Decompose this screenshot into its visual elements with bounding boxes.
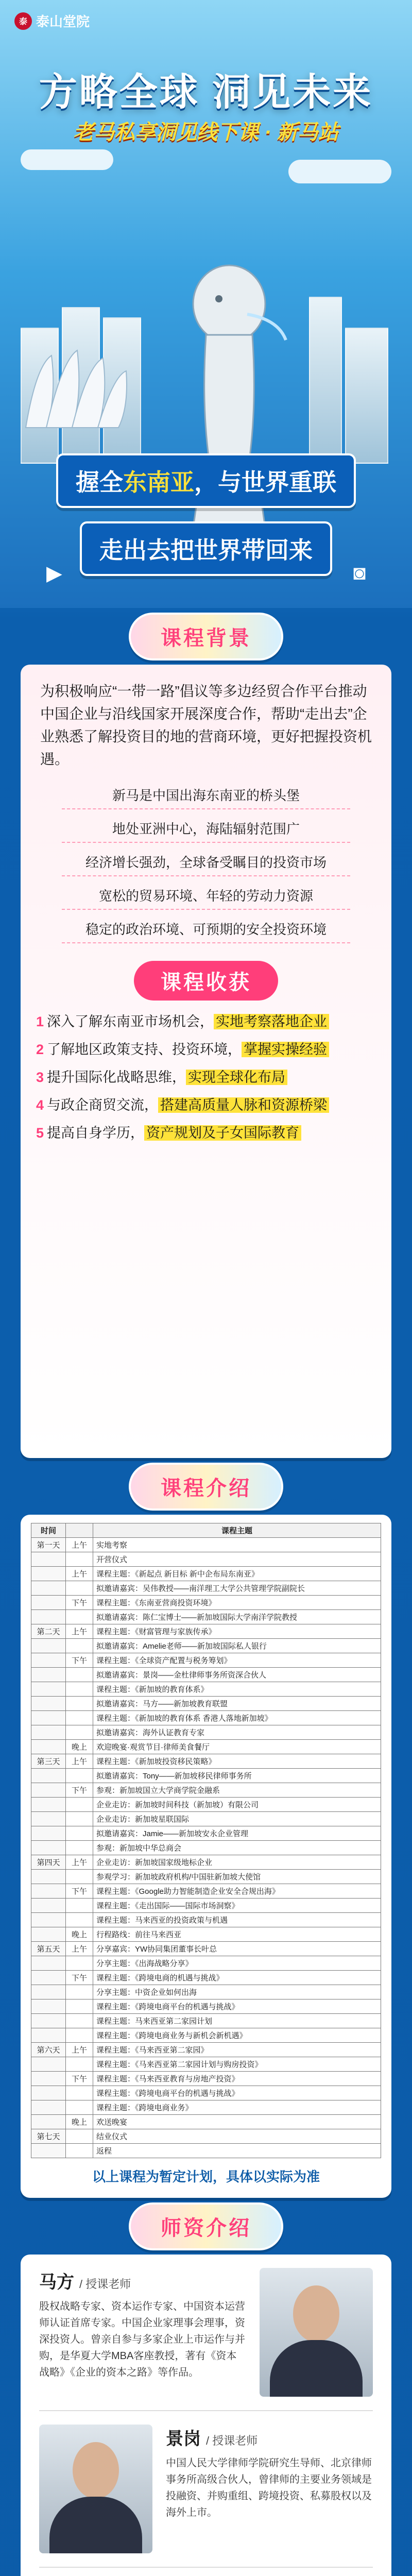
schedule-day-cell: 第六天 xyxy=(31,2043,66,2057)
schedule-row xyxy=(31,1639,381,1653)
schedule-topic-cell: 课程主题：《跨境电商的机遇与挑战》 xyxy=(93,1971,381,1985)
schedule-topic-cell: 分享主题：中资企业如何出海 xyxy=(93,1985,381,1999)
section-title: 课程背景 xyxy=(129,613,283,660)
schedule-topic-cell: 课程主题：《马来西亚教育与房地产投资》 xyxy=(93,2072,381,2086)
schedule-day-cell xyxy=(31,1567,66,1581)
section-intro-header xyxy=(0,1458,412,1515)
schedule-row xyxy=(31,2014,381,2028)
schedule-row xyxy=(31,2086,381,2100)
hero-title: 方略全球 洞见未来 xyxy=(39,71,373,113)
camera-icon: ◙ xyxy=(353,562,366,584)
schedule-topic-cell: 课程主题：《新加坡投资移民策略》 xyxy=(93,1754,381,1769)
schedule-topic-cell: 课程主题：《东南亚营商投资环境》 xyxy=(93,1596,381,1610)
schedule-topic-cell: 课程主题：《财富管理与家族传承》 xyxy=(93,1624,381,1639)
schedule-note: 以上课程为暂定计划，具体以实际为准 xyxy=(92,2169,320,2184)
background-text: 为积极响应“一带一路”倡议等多边经贸合作平台推动中国企业与沿线国家开展深度合作，帮助“走出去”企业熟悉了解投资目的地的营商环境，更好把握投资机遇。 xyxy=(40,683,372,767)
schedule-day-cell xyxy=(31,2144,66,2158)
schedule-table xyxy=(31,1523,381,2158)
schedule-topic-cell: 课程主题：《跨境电商业务》 xyxy=(93,2100,381,2115)
schedule-row xyxy=(31,2100,381,2115)
schedule-time-cell: 晚上 xyxy=(66,2115,93,2129)
schedule-time-cell: 上午 xyxy=(66,1538,93,1552)
schedule-time-cell: 下午 xyxy=(66,1596,93,1610)
schedule-row xyxy=(31,1927,381,1942)
schedule-day-cell xyxy=(31,1870,66,1884)
schedule-row xyxy=(31,1812,381,1826)
schedule-day-cell xyxy=(31,1697,66,1711)
schedule-day-cell: 第五天 xyxy=(31,1942,66,1956)
schedule-topic-cell: 课程主题：《新加坡的教育体系》 xyxy=(93,1682,381,1697)
background-point: 经济增长强劲，全球备受瞩目的投资市场 xyxy=(62,848,350,876)
schedule-topic-cell: 企业走访：新加坡国家级地标企业 xyxy=(93,1855,381,1870)
teacher-role: / 授课老师 xyxy=(79,2278,131,2291)
schedule-topic-cell: 参观：新加坡国立大学商学院金融系 xyxy=(93,1783,381,1798)
schedule-topic-cell: 参观：新加坡中华总商会 xyxy=(93,1841,381,1855)
schedule-row xyxy=(31,1841,381,1855)
schedule-topic-cell: 拟邀请嘉宾：Jamie——新加坡安永企业管理 xyxy=(93,1826,381,1841)
schedule-topic-cell: 课程主题：《全球资产配置与税务筹划》 xyxy=(93,1653,381,1668)
schedule-time-cell xyxy=(66,2014,93,2028)
schedule-time-cell xyxy=(66,1956,93,1971)
schedule-time-cell: 下午 xyxy=(66,1783,93,1798)
schedule-row xyxy=(31,1552,381,1567)
slogan-line-1: 握全东南亚，与世界重联 xyxy=(56,453,356,508)
schedule-topic-cell: 行程路线：前往马来西亚 xyxy=(93,1927,381,1942)
section-teachers-header xyxy=(0,2198,412,2255)
schedule-topic-cell: 分享主题：《出海战略分享》 xyxy=(93,1956,381,1971)
schedule-header-cell: 课程主题 xyxy=(93,1523,381,1538)
schedule-row xyxy=(31,1668,381,1682)
schedule-day-cell xyxy=(31,1798,66,1812)
teacher-role: / 授课老师 xyxy=(206,2434,258,2447)
schedule-time-cell xyxy=(66,1812,93,1826)
schedule-row xyxy=(31,1899,381,1913)
artscience-museum-icon xyxy=(15,345,134,438)
schedule-row xyxy=(31,2144,381,2158)
schedule-topic-cell: 拟邀请嘉宾：Amelie老师——新加坡国际私人银行 xyxy=(93,1639,381,1653)
schedule-time-cell: 上午 xyxy=(66,1624,93,1639)
gain-item: 1 深入了解东南亚市场机会， 实地考察落地企业 xyxy=(21,1008,391,1036)
schedule-topic-cell: 实地考察 xyxy=(93,1538,381,1552)
schedule-row xyxy=(31,1942,381,1956)
schedule-row xyxy=(31,2028,381,2043)
schedule-time-cell xyxy=(66,1769,93,1783)
schedule-time-cell xyxy=(66,1798,93,1812)
schedule-topic-cell: 课程主题：《新加坡的教育体系 香港人落地新加坡》 xyxy=(93,1711,381,1725)
schedule-time-cell xyxy=(66,1639,93,1653)
schedule-day-cell xyxy=(31,1596,66,1610)
schedule-day-cell xyxy=(31,1812,66,1826)
schedule-topic-cell: 课程主题：《走出国际——国际市场洞察》 xyxy=(93,1899,381,1913)
schedule-day-cell xyxy=(31,1639,66,1653)
schedule-topic-cell: 欢迎晚宴·观赏节目·律师美食餐厅 xyxy=(93,1740,381,1754)
schedule-day-cell xyxy=(31,1769,66,1783)
schedule-topic-cell: 拟邀请嘉宾：陈仁宝博士——新加坡国际大学南洋学院教授 xyxy=(93,1610,381,1624)
schedule-time-cell: 上午 xyxy=(66,1567,93,1581)
schedule-topic-cell: 课程主题：《马来西亚第二家园计划与购房投资》 xyxy=(93,2057,381,2072)
schedule-row xyxy=(31,2057,381,2072)
background-point: 地处亚洲中心，海陆辐射范围广 xyxy=(62,815,350,843)
schedule-row xyxy=(31,1956,381,1971)
schedule-row xyxy=(31,1624,381,1639)
schedule-topic-cell: 拟邀请嘉宾：Tony——新加坡移民律师事务所 xyxy=(93,1769,381,1783)
schedule-topic-cell: 返程 xyxy=(93,2144,381,2158)
schedule-row xyxy=(31,1971,381,1985)
schedule-day-cell xyxy=(31,1552,66,1567)
schedule-row xyxy=(31,2072,381,2086)
schedule-row xyxy=(31,2043,381,2057)
schedule-day-cell xyxy=(31,1985,66,1999)
schedule-day-cell xyxy=(31,1956,66,1971)
hero-subtitle: 老马私享洞见线下课 · 新马站 xyxy=(73,121,339,144)
teacher-name: 景岗 xyxy=(166,2429,201,2449)
schedule-time-cell xyxy=(66,2028,93,2043)
schedule-time-cell: 晚上 xyxy=(66,1740,93,1754)
schedule-time-cell: 上午 xyxy=(66,2043,93,2057)
schedule-topic-cell: 课程主题：《新起点 新目标 新中企布局东南亚》 xyxy=(93,1567,381,1581)
schedule-day-cell xyxy=(31,1841,66,1855)
schedule-topic-cell: 欢送晚宴 xyxy=(93,2115,381,2129)
teacher-photo xyxy=(39,2425,152,2553)
schedule-day-cell xyxy=(31,1682,66,1697)
schedule-time-cell xyxy=(66,1899,93,1913)
section-title: 课程介绍 xyxy=(129,1463,283,1511)
schedule-day-cell xyxy=(31,1783,66,1798)
schedule-topic-cell: 课程主题：马来西亚第二家园计划 xyxy=(93,2014,381,2028)
schedule-time-cell: 下午 xyxy=(66,1971,93,1985)
schedule-topic-cell: 拟邀请嘉宾：海外认证教育专家 xyxy=(93,1725,381,1740)
teacher-card xyxy=(21,2411,391,2567)
schedule-topic-cell: 分享嘉宾：YW协同集团董事长叶总 xyxy=(93,1942,381,1956)
schedule-row xyxy=(31,1870,381,1884)
schedule-header-cell xyxy=(66,1523,93,1538)
schedule-row xyxy=(31,1538,381,1552)
schedule-day-cell xyxy=(31,2086,66,2100)
schedule-day-cell xyxy=(31,2115,66,2129)
schedule-time-cell xyxy=(66,2100,93,2115)
schedule-topic-cell: 课程主题：《跨境电商平台的机遇与挑战》 xyxy=(93,1999,381,2014)
schedule-day-cell xyxy=(31,1884,66,1899)
schedule-day-cell xyxy=(31,1711,66,1725)
building-shape xyxy=(345,328,388,464)
slogan-line-2: 走出去把世界带回来 xyxy=(80,521,332,576)
schedule-time-cell xyxy=(66,1725,93,1740)
hero-slogan-group xyxy=(0,453,412,576)
schedule-row xyxy=(31,1855,381,1870)
teacher-bio: 股权战略专家、资本运作专家、中国资本运营师认证首席专家。中国企业家理事会理事，资深投资人。曾亲自参与多家企业上市运作与并购，是华夏大学MBA客座教授，著有《资本战略》《企业的资本之路》等作品。 xyxy=(39,2301,245,2378)
schedule-time-cell: 下午 xyxy=(66,2072,93,2086)
schedule-time-cell xyxy=(66,1913,93,1927)
play-icon: ▶ xyxy=(46,562,62,585)
schedule-row xyxy=(31,1769,381,1783)
schedule-time-cell xyxy=(66,2086,93,2100)
schedule-row xyxy=(31,1567,381,1581)
schedule-day-cell: 第二天 xyxy=(31,1624,66,1639)
schedule-topic-cell: 课程主题：马来西亚的投资政策与机遇 xyxy=(93,1913,381,1927)
schedule-time-cell xyxy=(66,1711,93,1725)
schedule-topic-cell: 企业走访：新加坡时间科技（新加坡）有限公司 xyxy=(93,1798,381,1812)
gain-item: 2 了解地区政策支持、投资环境， 掌握实操经验 xyxy=(21,1036,391,1063)
schedule-row xyxy=(31,1581,381,1596)
schedule-day-cell: 第三天 xyxy=(31,1754,66,1769)
schedule-day-cell xyxy=(31,1653,66,1668)
schedule-time-cell: 上午 xyxy=(66,1942,93,1956)
teacher-card xyxy=(21,2255,391,2410)
schedule-time-cell xyxy=(66,1682,93,1697)
schedule-panel xyxy=(21,1515,391,2198)
schedule-row xyxy=(31,1985,381,1999)
schedule-topic-cell: 拟邀请嘉宾：景岗——金杜律师事务所资深合伙人 xyxy=(93,1668,381,1682)
schedule-time-cell xyxy=(66,1668,93,1682)
schedule-topic-cell: 企业走访：新加坡星联国际 xyxy=(93,1812,381,1826)
schedule-day-cell xyxy=(31,1610,66,1624)
schedule-day-cell xyxy=(31,1971,66,1985)
schedule-row xyxy=(31,2129,381,2144)
schedule-topic-cell: 参观学习：新加坡政府机构/中国驻新加坡大使馆 xyxy=(93,1870,381,1884)
schedule-topic-cell: 拟邀请嘉宾：马方——新加坡教育联盟 xyxy=(93,1697,381,1711)
teacher-name: 马方 xyxy=(39,2273,74,2292)
schedule-row xyxy=(31,1913,381,1927)
schedule-row xyxy=(31,2115,381,2129)
schedule-time-cell: 下午 xyxy=(66,1884,93,1899)
teacher-bio: 中国人民大学律师学院研究生导师、北京律师事务所高级合伙人，曾律师的主要业务领域是投融资、并购重组、跨境投资、私募股权以及海外上市。 xyxy=(166,2458,372,2518)
schedule-day-cell: 第七天 xyxy=(31,2129,66,2144)
schedule-row xyxy=(31,1798,381,1812)
schedule-row xyxy=(31,1596,381,1610)
schedule-day-cell xyxy=(31,1826,66,1841)
city-skyline xyxy=(0,175,412,464)
schedule-day-cell xyxy=(31,2072,66,2086)
schedule-row xyxy=(31,1740,381,1754)
schedule-topic-cell: 课程主题：《马来西亚第二家园》 xyxy=(93,2043,381,2057)
schedule-time-cell xyxy=(66,2144,93,2158)
schedule-time-cell xyxy=(66,1999,93,2014)
gain-item: 5 提高自身学历， 资产规划及子女国际教育 xyxy=(21,1119,391,1147)
section-background-header xyxy=(0,608,412,665)
schedule-day-cell: 第四天 xyxy=(31,1855,66,1870)
schedule-row xyxy=(31,1754,381,1769)
schedule-row xyxy=(31,1826,381,1841)
schedule-row xyxy=(31,1610,381,1624)
hero-banner xyxy=(0,0,412,608)
schedule-time-cell xyxy=(66,1826,93,1841)
schedule-day-cell xyxy=(31,1740,66,1754)
schedule-day-cell xyxy=(31,2014,66,2028)
gains-title: 课程收获 xyxy=(134,961,278,1001)
schedule-row xyxy=(31,1711,381,1725)
schedule-row xyxy=(31,1999,381,2014)
schedule-row xyxy=(31,1697,381,1711)
section-title: 师资介绍 xyxy=(129,2202,283,2250)
schedule-topic-cell: 课程主题：《Google助力智能制造企业安全合规出海》 xyxy=(93,1884,381,1899)
teacher-card xyxy=(21,2568,391,2576)
schedule-row xyxy=(31,1725,381,1740)
schedule-day-cell xyxy=(31,1999,66,2014)
schedule-header-cell: 时间 xyxy=(31,1523,66,1538)
schedule-row xyxy=(31,1783,381,1798)
schedule-topic-cell: 开营仪式 xyxy=(93,1552,381,1567)
schedule-day-cell xyxy=(31,1581,66,1596)
teachers-panel xyxy=(21,2255,391,2576)
schedule-topic-cell: 课程主题：《跨境电商业务与新机会新机遇》 xyxy=(93,2028,381,2043)
teacher-photo xyxy=(260,2268,373,2397)
schedule-time-cell xyxy=(66,2129,93,2144)
schedule-day-cell xyxy=(31,2028,66,2043)
background-point: 新马是中国出海东南亚的桥头堡 xyxy=(62,781,350,809)
background-point: 宽松的贸易环境、年轻的劳动力资源 xyxy=(62,882,350,910)
brand-name: 泰山堂院 xyxy=(36,14,90,29)
building-shape xyxy=(309,297,342,464)
schedule-day-cell xyxy=(31,1725,66,1740)
schedule-row xyxy=(31,1884,381,1899)
schedule-topic-cell: 拟邀请嘉宾：吴伟教授——南洋理工大学公共管理学院副院长 xyxy=(93,1581,381,1596)
schedule-day-cell xyxy=(31,1927,66,1942)
schedule-time-cell xyxy=(66,1697,93,1711)
hero-icons xyxy=(0,562,412,585)
seal-icon: 泰 xyxy=(14,12,32,30)
schedule-time-cell xyxy=(66,1610,93,1624)
schedule-day-cell: 第一天 xyxy=(31,1538,66,1552)
background-gains-panel xyxy=(21,665,391,1458)
schedule-body xyxy=(31,1538,381,2158)
schedule-time-cell xyxy=(66,1841,93,1855)
cloud-shape xyxy=(21,149,113,170)
schedule-time-cell: 下午 xyxy=(66,1653,93,1668)
schedule-day-cell xyxy=(31,2057,66,2072)
schedule-day-cell xyxy=(31,1668,66,1682)
schedule-row xyxy=(31,1653,381,1668)
schedule-time-cell xyxy=(66,1552,93,1567)
schedule-time-cell: 上午 xyxy=(66,1855,93,1870)
schedule-topic-cell: 结业仪式 xyxy=(93,2129,381,2144)
background-point: 稳定的政治环境、可预期的安全投资环境 xyxy=(62,915,350,943)
schedule-topic-cell: 课程主题：《跨境电商平台的机遇与挑战》 xyxy=(93,2086,381,2100)
schedule-time-cell: 晚上 xyxy=(66,1927,93,1942)
gain-item: 3 提升国际化战略思维， 实现全球化布局 xyxy=(21,1063,391,1091)
schedule-time-cell xyxy=(66,1985,93,1999)
schedule-time-cell xyxy=(66,2057,93,2072)
schedule-time-cell xyxy=(66,1870,93,1884)
schedule-day-cell xyxy=(31,1899,66,1913)
brand-logo xyxy=(14,11,90,30)
schedule-time-cell: 上午 xyxy=(66,1754,93,1769)
schedule-day-cell xyxy=(31,2100,66,2115)
schedule-header-row xyxy=(31,1523,381,1538)
schedule-day-cell xyxy=(31,1913,66,1927)
gain-item: 4 与政企商贸交流， 搭建高质量人脉和资源桥梁 xyxy=(21,1091,391,1119)
schedule-time-cell xyxy=(66,1581,93,1596)
schedule-row xyxy=(31,1682,381,1697)
